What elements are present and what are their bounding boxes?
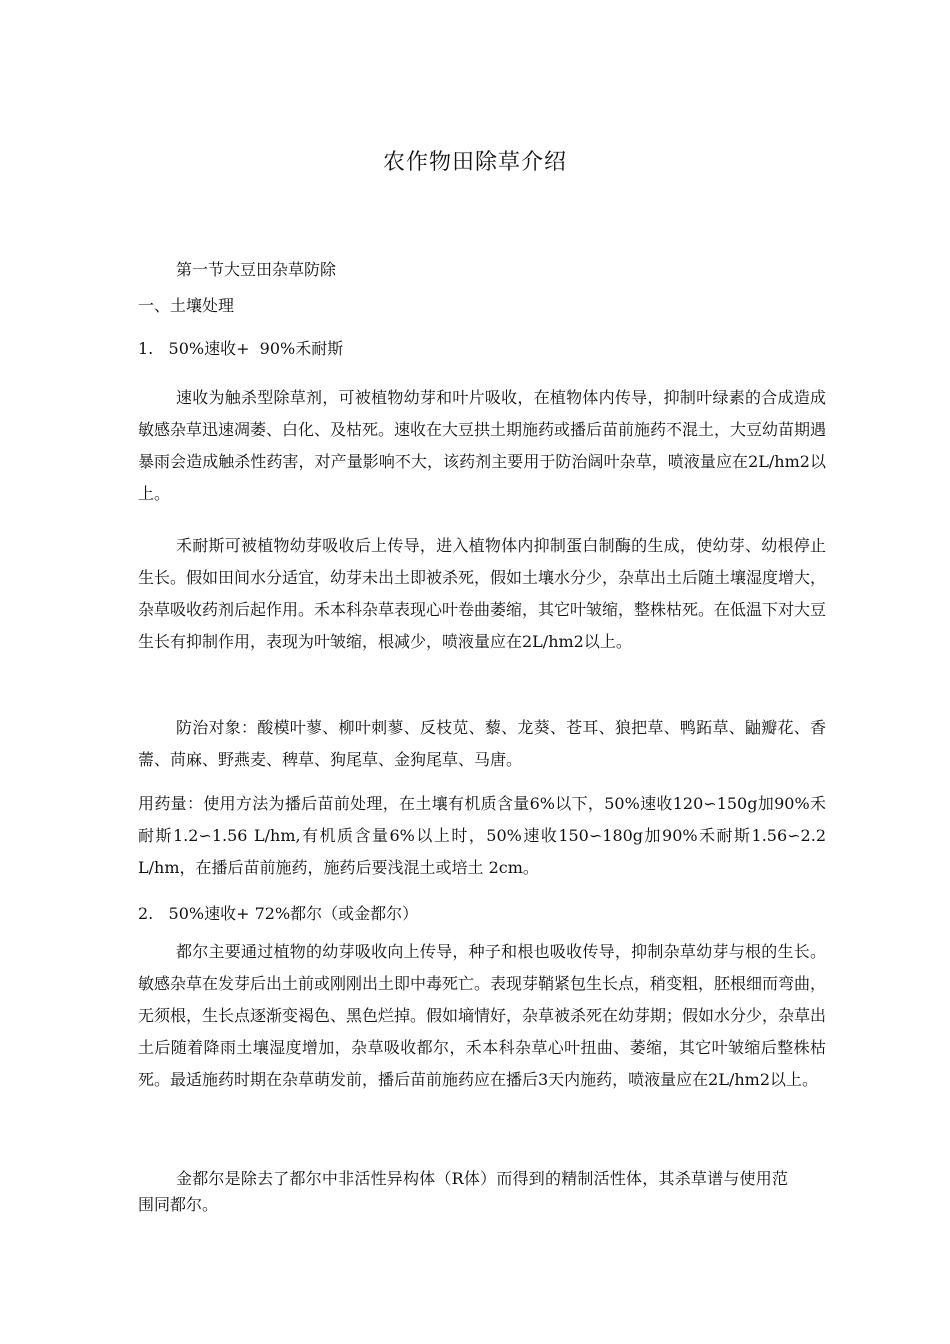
item-2-heading: 2. 50%速收+ 72%都尔（或金都尔） [138, 904, 419, 923]
paragraph-jinduer: 金都尔是除去了都尔中非活性异构体（R体）而得到的精制活性体，其杀草谱与使用范围同都尔。 [138, 1169, 788, 1214]
document-title: 农作物田除草介绍 [382, 150, 567, 175]
paragraph-sushou: 速收为触杀型除草剂，可被植物幼芽和叶片吸收，在植物体内传导，抑制叶绿素的合成造成敏感杂草迅速凋萎、白化、及枯死。速收在大豆拱土期施药或播后苗前施药不混土，大豆幼苗期遇暴雨会造成触杀性药害，对产量影响不大，该药剂主要用于防治阔叶杂草，喷液量应在2L/hm2以上。 [138, 388, 827, 503]
paragraph-dosage: 用药量：使用方法为播后苗前处理，在土壤有机质含量6%以下，50%速收120∽150g加90%禾耐斯1.2∽1.56 L/hm,有机质含量6%以上时，50%速收150∽180g加90%禾耐斯1.56∽2.2 L/hm，在播后苗前施药，施药后要浅混土或培土 2cm。 [138, 794, 826, 877]
item-1-heading: 1. 50%速收+ 90%禾耐斯 [138, 339, 344, 358]
subheading-soil-treatment: 一、土壤处理 [138, 296, 235, 315]
paragraph-hennaisi: 禾耐斯可被植物幼芽吸收后上传导，进入植物体内抑制蛋白制酶的生成，使幼芽、幼根停止生长。假如田间水分适宜，幼芽未出土即被杀死，假如土壤水分少，杂草出土后随土壤湿度增大，杂草吸收药剂后起作用。禾本科杂草表现心叶卷曲萎缩，其它叶皱缩，整株枯死。在低温下对大豆生长有抑制作用，表现为叶皱缩，根减少，喷液量应在2L/hm2以上。 [138, 536, 827, 651]
paragraph-targets: 防治对象：酸模叶蓼、柳叶刺蓼、反枝苋、藜、龙葵、苍耳、狼把草、鸭跖草、鼬瓣花、香薷、苘麻、野燕麦、稗草、狗尾草、金狗尾草、马唐。 [138, 718, 826, 769]
section-heading: 第一节大豆田杂草防除 [176, 260, 337, 279]
paragraph-duer: 都尔主要通过植物的幼芽吸收向上传导，种子和根也吸收传导，抑制杂草幼芽与根的生长。敏感杂草在发芽后出土前或刚刚出土即中毒死亡。表现芽鞘紧包生长点，稍变粗，胚根细而弯曲，无须根，生长点逐渐变褐色、黑色烂掉。假如墒情好，杂草被杀死在幼芽期；假如水分少，杂草出土后随着降雨土壤湿度增加，杂草吸收都尔，禾本科杂草心叶扭曲、萎缩，其它叶皱缩后整株枯死。最适施药时期在杂草萌发前，播后苗前施药应在播后3天内施药，喷液量应在2L/hm2以上。 [138, 942, 827, 1089]
